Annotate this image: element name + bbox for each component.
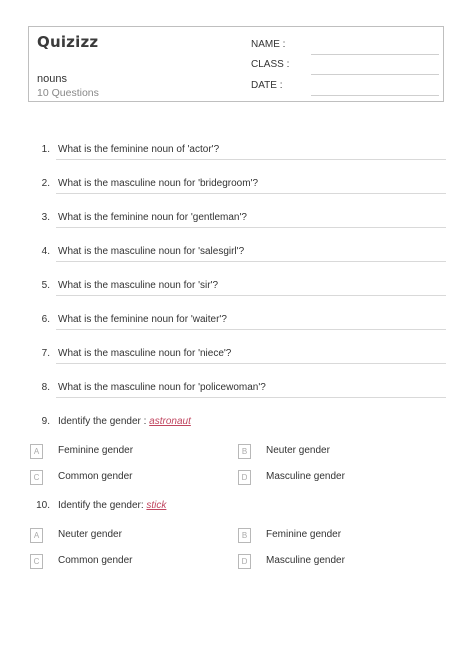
option-letter-box: B: [238, 528, 251, 543]
question-text: What is the masculine noun for 'sir'?: [58, 280, 218, 291]
question-text: What is the feminine noun for 'gentleman'?: [58, 212, 247, 223]
question-number: 5.: [41, 280, 50, 291]
question-text: What is the masculine noun for 'niece'?: [58, 348, 232, 359]
question-1: [30, 144, 446, 160]
name-label: NAME :: [251, 39, 286, 50]
question-prompt: Identify the gender :: [58, 416, 150, 427]
question-number: 3.: [41, 212, 50, 223]
question-text: What is the masculine noun for 'bridegroom'?: [58, 178, 259, 189]
question-text: What is the masculine noun for 'salesgirl'?: [58, 246, 245, 257]
question-number: 9.: [41, 416, 50, 427]
option-text: Common gender: [58, 555, 133, 566]
answer-line[interactable]: [56, 329, 446, 330]
question-number: 10.: [36, 500, 50, 511]
option-letter-box: D: [238, 554, 251, 569]
question-8: [30, 382, 446, 398]
question-text: What is the feminine noun of 'actor'?: [58, 144, 220, 155]
question-text: What is the masculine noun for 'policewoman'?: [58, 382, 266, 393]
question-4: [30, 246, 446, 262]
question-text: [58, 500, 166, 511]
answer-line[interactable]: [56, 363, 446, 364]
question-prompt: Identify the gender:: [58, 500, 147, 511]
question-9: [30, 416, 446, 432]
question-number: 7.: [41, 348, 50, 359]
question-term: stick: [146, 500, 167, 511]
question-number: 4.: [41, 246, 50, 257]
question-count: 10 Questions: [37, 87, 99, 99]
class-line: [311, 74, 439, 75]
option-text: Neuter gender: [266, 445, 330, 456]
question-number: 6.: [41, 314, 50, 325]
date-line: [311, 95, 439, 96]
date-field[interactable]: [251, 80, 439, 96]
option-text: Neuter gender: [58, 529, 122, 540]
option-text: Feminine gender: [266, 529, 342, 540]
name-field[interactable]: [251, 39, 439, 55]
option-text: Feminine gender: [58, 445, 134, 456]
question-6: [30, 314, 446, 330]
question-text: What is the feminine noun for 'waiter'?: [58, 314, 227, 325]
worksheet-header: [28, 26, 444, 102]
option-letter-box: A: [30, 528, 43, 543]
question-term: astronaut: [149, 416, 191, 427]
question-7: [30, 348, 446, 364]
question-number: 1.: [41, 144, 50, 155]
question-text: [58, 416, 191, 427]
question-5: [30, 280, 446, 296]
quizizz-logo: Quizizz: [37, 33, 99, 51]
answer-line[interactable]: [56, 261, 446, 262]
option-text: Masculine gender: [266, 471, 345, 482]
answer-line[interactable]: [56, 159, 446, 160]
option-letter-box: C: [30, 470, 43, 485]
option-letter-box: D: [238, 470, 251, 485]
answer-line[interactable]: [56, 193, 446, 194]
name-line: [311, 54, 439, 55]
question-number: 2.: [41, 178, 50, 189]
question-10: [30, 500, 446, 516]
worksheet-title: nouns: [37, 73, 67, 85]
option-letter-box: A: [30, 444, 43, 459]
answer-line[interactable]: [56, 397, 446, 398]
option-letter-box: B: [238, 444, 251, 459]
question-3: [30, 212, 446, 228]
answer-line[interactable]: [56, 295, 446, 296]
class-label: CLASS :: [251, 59, 290, 70]
option-text: Common gender: [58, 471, 133, 482]
option-letter-box: C: [30, 554, 43, 569]
question-number: 8.: [41, 382, 50, 393]
class-field[interactable]: [251, 59, 439, 75]
option-text: Masculine gender: [266, 555, 345, 566]
answer-line[interactable]: [56, 227, 446, 228]
date-label: DATE :: [251, 80, 283, 91]
question-2: [30, 178, 446, 194]
